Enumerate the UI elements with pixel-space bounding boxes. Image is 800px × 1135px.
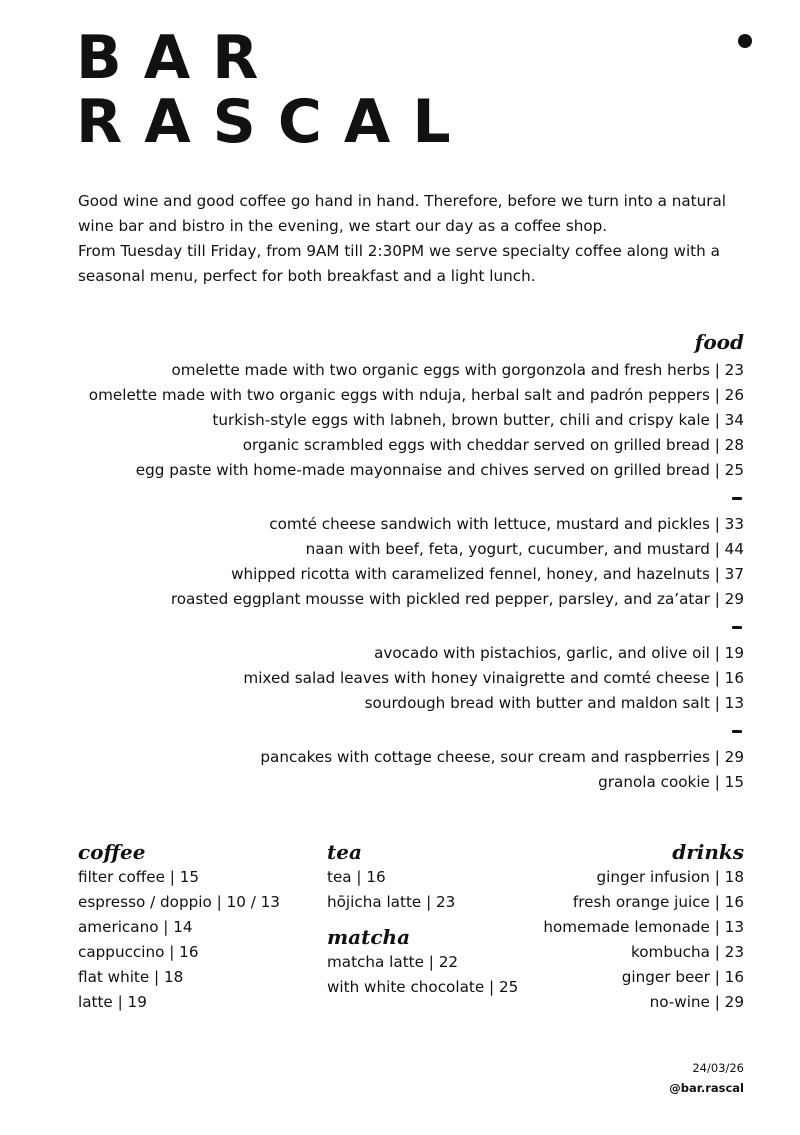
food-group [40,358,744,483]
coffee-item: filter coffee | 15 [78,868,200,886]
tea-item: tea | 16 [327,868,386,886]
food-heading: food [694,330,744,354]
drinks-item: ginger beer | 16 [621,968,744,986]
social-handle: @bar.rascal [669,1081,744,1095]
food-group [40,745,744,795]
tea-heading: tea [327,840,362,864]
drinks-item: ginger infusion | 18 [596,868,744,886]
food-item: sourdough bread with butter and maldon salt | 13 [364,694,744,712]
matcha-item: with white chocolate | 25 [327,978,519,996]
drinks-item: homemade lemonade | 13 [543,918,744,936]
food-item: whipped ricotta with caramelized fennel, honey, and hazelnuts | 37 [231,565,744,583]
food-item: organic scrambled eggs with cheddar served on grilled bread | 28 [242,436,744,454]
coffee-section [78,838,318,1015]
matcha-item: matcha latte | 22 [327,953,459,971]
drinks-item: kombucha | 23 [631,943,744,961]
intro-paragraph: From Tuesday till Friday, from 9AM till 2:30PM we serve specialty coffee along with a seasonal menu, perfect for both breakfast and a light lunch. [78,242,720,285]
dash-separator [40,716,744,745]
food-section [40,328,744,795]
food-item: omelette made with two organic eggs with gorgonzola and fresh herbs | 23 [171,361,744,379]
dot-icon [738,34,752,48]
matcha-heading: matcha [327,925,411,949]
drinks-section [504,838,744,1015]
food-item: omelette made with two organic eggs with nduja, herbal salt and padrón peppers | 26 [88,386,744,404]
menu-date: 24/03/26 [692,1061,744,1075]
food-item: turkish-style eggs with labneh, brown butter, chili and crispy kale | 34 [212,411,744,429]
food-item: egg paste with home-made mayonnaise and chives served on grilled bread | 25 [135,461,744,479]
food-group [40,641,744,716]
coffee-item: flat white | 18 [78,968,184,986]
tea-item: hōjicha latte | 23 [327,893,456,911]
food-item: roasted eggplant mousse with pickled red pepper, parsley, and za’atar | 29 [170,590,744,608]
coffee-heading: coffee [78,840,146,864]
dash-separator [40,483,744,512]
intro-paragraph: Good wine and good coffee go hand in hand. Therefore, before we turn into a natural wine bar and bistro in the evening, we start our day as a coffee shop. [78,192,726,235]
dash-separator [40,612,744,641]
food-group [40,512,744,612]
food-item: granola cookie | 15 [598,773,744,791]
drinks-item: fresh orange juice | 16 [572,893,744,911]
food-item: comté cheese sandwich with lettuce, mustard and pickles | 33 [269,515,744,533]
food-item: avocado with pistachios, garlic, and olive oil | 19 [374,644,744,662]
coffee-item: americano | 14 [78,918,193,936]
food-item: pancakes with cottage cheese, sour cream and raspberries | 29 [260,748,744,766]
drinks-item: no-wine | 29 [649,993,744,1011]
food-item: naan with beef, feta, yogurt, cucumber, and mustard | 44 [305,540,744,558]
logo-line-rascal: RASCAL [76,87,473,157]
logo [76,23,473,157]
coffee-item: cappuccino | 16 [78,943,199,961]
food-item: mixed salad leaves with honey vinaigrette and comté cheese | 16 [243,669,744,687]
coffee-item: espresso / doppio | 10 / 13 [78,893,280,911]
coffee-item: latte | 19 [78,993,147,1011]
drinks-heading: drinks [672,840,744,864]
footer [669,1058,744,1098]
logo-line-bar: BAR [76,23,281,93]
intro-text [78,189,758,289]
